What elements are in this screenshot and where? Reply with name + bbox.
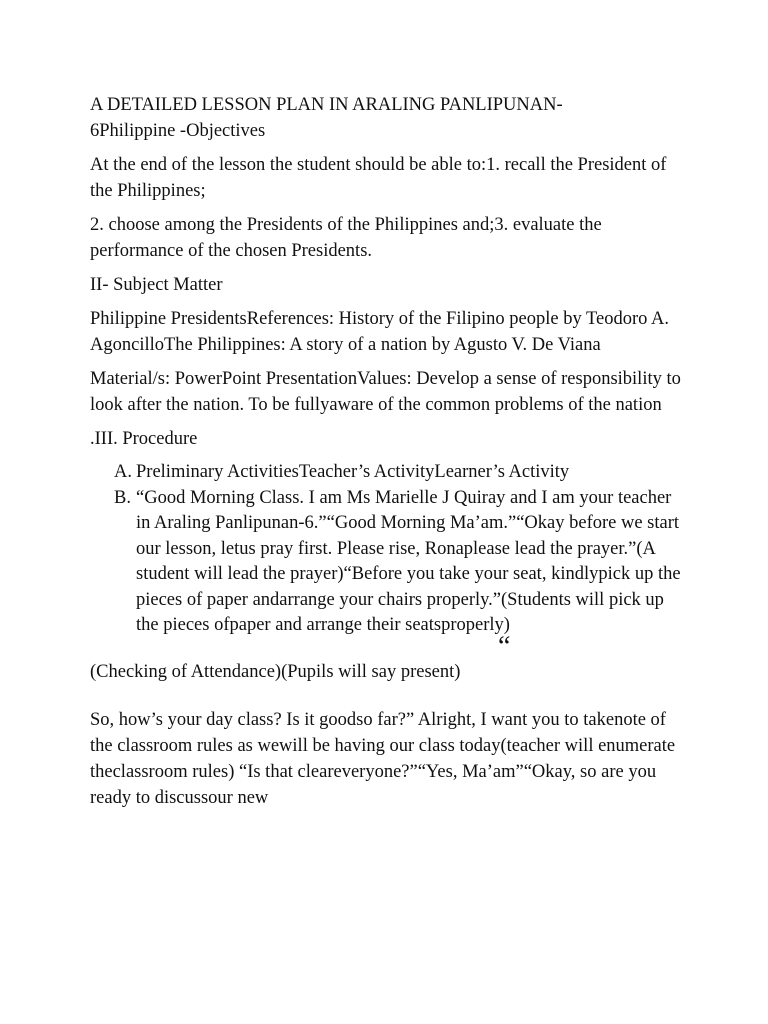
procedure-heading: .III. Procedure xyxy=(90,429,198,449)
document-title xyxy=(90,92,690,144)
list-item xyxy=(90,486,690,639)
quote-mark: “ xyxy=(498,630,511,662)
attendance-row xyxy=(90,630,690,685)
objectives-paragraph-1: At the end of the lesson the student should be able to:1. recall the President of the Philippines; xyxy=(90,155,667,201)
references-paragraph: Philippine PresidentsReferences: History of the Filipino people by Teodoro A. AgoncilloThe Philippines: A story of a nation by Agusto V. De Viana xyxy=(90,309,669,355)
closing-paragraph: So, how’s your day class? Is it goodso far?” Alright, I want you to takenote of the classroom rules as wewill be having our class today(teacher will enumerate theclassroom rules) “Is that cleareveryone?”“Yes, Ma’am”“Okay, so are you ready to discussour new xyxy=(90,709,676,808)
list-item-text: “Good Morning Class. I am Ms Marielle J Quiray and I am your teacher in Araling Panlipunan-6.”“Good Morning Ma’am.”“Okay before we start our lesson, letus pray first. Please rise, Ronaplease lead the prayer.”(A student will lead the prayer)“Before you take your seat, kindlypick up the pieces of paper andarrange your chairs properly.”(Students will pick up the pieces ofpaper and arrange their seatsproperly) xyxy=(136,487,681,635)
objectives-paragraph-2: 2. choose among the Presidents of the Philippines and;3. evaluate the performance of the chosen Presidents. xyxy=(90,215,602,261)
materials-paragraph: Material/s: PowerPoint PresentationValues: Develop a sense of responsibility to look after the nation. To be fullyaware of the common problems of the nation xyxy=(90,369,681,415)
subject-matter-heading: II- Subject Matter xyxy=(90,275,223,295)
attendance-text: (Checking of Attendance)(Pupils will say present) xyxy=(90,661,461,682)
list-item-text: Preliminary ActivitiesTeacher’s ActivityLearner’s Activity xyxy=(136,462,570,482)
document-page xyxy=(90,92,690,819)
title-line-2: 6Philippine -Objectives xyxy=(90,121,266,141)
title-line-1: A DETAILED LESSON PLAN IN ARALING PANLIPUNAN- xyxy=(90,95,563,115)
list-item xyxy=(90,460,690,486)
list-marker: B. xyxy=(114,487,131,508)
procedure-list xyxy=(90,460,690,639)
list-marker: A. xyxy=(114,462,132,482)
